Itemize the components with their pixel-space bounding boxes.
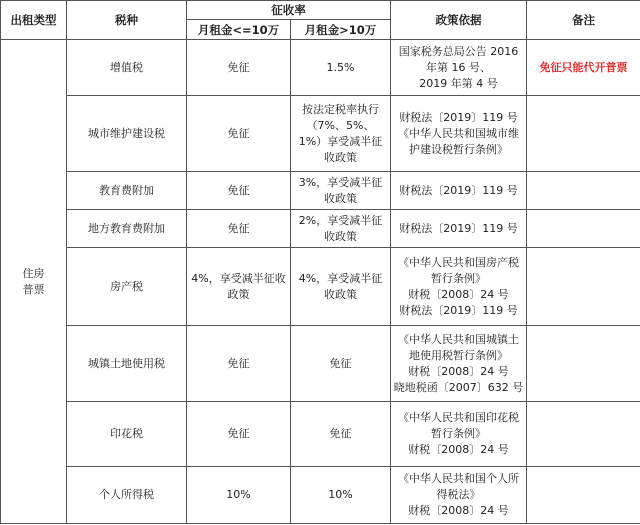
policy-basis-line: 暂行条例》 (431, 427, 486, 440)
remark-cell (527, 402, 640, 467)
policy-basis-line: 得税法》 (436, 488, 481, 501)
rate-high-line: 3%，享受减半征 (298, 175, 383, 189)
policy-basis-line: 护建设税暂行条例》 (409, 142, 508, 156)
rate-high-line: 收政策 (324, 191, 357, 205)
policy-basis-line: 财税法〔2019〕119 号 (399, 221, 518, 235)
rate-high-line: 免征 (329, 356, 352, 370)
rate-low-line: 免征 (227, 427, 250, 440)
header-remarks: 备注 (527, 1, 640, 40)
table-row (1, 172, 640, 210)
table-row (1, 40, 640, 96)
rate-high-cell (291, 210, 391, 248)
remark-cell (527, 210, 640, 248)
rate-high-line: （7%、5%、 (306, 118, 375, 132)
rate-high-line: 收政策 (324, 229, 357, 243)
policy-basis-cell (391, 248, 527, 326)
tax-name-line: 个人所得税 (99, 488, 154, 501)
rate-high-line: 免征 (329, 427, 352, 440)
rate-low-cell (187, 172, 291, 210)
rate-high-cell (291, 326, 391, 402)
rate-high-cell (291, 96, 391, 172)
rate-low-line: 4%，享受减半征收 (191, 271, 286, 285)
tax-name-cell (67, 326, 187, 402)
policy-basis-cell (391, 210, 527, 248)
rate-high-line: 收政策 (324, 150, 357, 164)
rate-low-cell (187, 467, 291, 524)
rate-low-line: 免征 (227, 356, 250, 370)
tax-name-cell (67, 40, 187, 96)
table-row (1, 210, 640, 248)
remark-text: 免征只能代开普票 (539, 60, 628, 74)
policy-basis-cell (391, 96, 527, 172)
tax-name-line: 教育费附加 (99, 183, 154, 197)
policy-basis-cell (391, 467, 527, 524)
rate-high-cell (291, 248, 391, 326)
policy-basis-cell (391, 402, 527, 467)
rate-high-cell (291, 467, 391, 524)
rate-low-cell (187, 40, 291, 96)
policy-basis-line: 财税〔2008〕24 号 (408, 287, 509, 301)
policy-basis-line: 财税法〔2019〕119 号 (399, 110, 518, 124)
header-tax-type: 税种 (67, 1, 187, 40)
rate-high-cell (291, 402, 391, 467)
rate-high-line: 4%，享受减半征 (298, 271, 383, 285)
remark-cell (527, 326, 640, 402)
policy-basis-line: 《中华人民共和国房产税 (398, 255, 519, 269)
tax-name-line: 城市维护建设税 (88, 126, 165, 140)
tax-name-cell (67, 210, 187, 248)
rent-type-line: 住房 (22, 266, 45, 280)
table-row (1, 402, 640, 467)
rate-low-cell (187, 210, 291, 248)
remark-cell (527, 172, 640, 210)
header-policy-basis: 政策依据 (391, 1, 527, 40)
tax-name-cell (67, 96, 187, 172)
policy-basis-line: 2019 年第 4 号 (419, 76, 498, 90)
remark-cell (527, 40, 640, 96)
policy-basis-line: 财税〔2008〕24 号 (408, 443, 509, 456)
policy-basis-line: 《中华人民共和国城镇土 (398, 332, 519, 346)
tax-name-cell (67, 402, 187, 467)
header-rent-type: 出租类型 (1, 1, 67, 40)
rate-high-line: 1.5% (326, 60, 355, 74)
policy-basis-line: 国家税务总局公告 2016 (398, 44, 519, 58)
policy-basis-cell (391, 326, 527, 402)
remark-cell (527, 467, 640, 524)
rate-low-cell (187, 96, 291, 172)
table-row (1, 248, 640, 326)
tax-name-cell (67, 172, 187, 210)
policy-basis-line: 《中华人民共和国个人所 (398, 472, 519, 485)
policy-basis-line: 财税〔2008〕24 号 (408, 364, 509, 378)
tax-name-line: 房产税 (110, 279, 143, 293)
rate-high-line: 按法定税率执行 (302, 102, 379, 116)
header-rate-low: 月租金<=10万 (187, 20, 291, 40)
rate-low-cell (187, 402, 291, 467)
rate-high-line: 1%）享受减半征 (298, 134, 383, 148)
header-rate-high: 月租金>10万 (291, 20, 391, 40)
policy-basis-line: 财税法〔2019〕119 号 (399, 183, 518, 197)
rate-high-line: 10% (328, 488, 353, 501)
policy-basis-line: 地使用税暂行条例》 (409, 348, 508, 362)
remark-cell (527, 96, 640, 172)
table-row (1, 467, 640, 524)
rate-low-line: 免征 (227, 183, 250, 197)
policy-basis-line: 《中华人民共和国印花税 (398, 411, 519, 424)
rate-high-cell (291, 40, 391, 96)
rate-low-cell (187, 326, 291, 402)
remark-cell (527, 248, 640, 326)
rent-type-line: 普票 (22, 282, 45, 296)
tax-name-line: 地方教育费附加 (88, 221, 165, 235)
header-levy-rate: 征收率 (187, 1, 391, 20)
policy-basis-line: 年第 16 号、 (426, 60, 491, 74)
tax-name-line: 印花税 (110, 427, 143, 440)
rate-low-line: 免征 (227, 126, 250, 140)
policy-basis-line: 财税〔2008〕24 号 (408, 504, 509, 517)
rate-low-line: 免征 (227, 60, 250, 74)
rate-low-cell (187, 248, 291, 326)
policy-basis-cell (391, 172, 527, 210)
rate-low-line: 10% (226, 488, 251, 501)
rate-high-cell (291, 172, 391, 210)
policy-basis-line: 暂行条例》 (431, 271, 486, 285)
policy-basis-line: 财税法〔2019〕119 号 (399, 303, 518, 317)
rate-high-line: 2%，享受减半征 (298, 213, 383, 227)
table-row (1, 96, 640, 172)
policy-basis-cell (391, 40, 527, 96)
rent-type-cell (1, 40, 67, 524)
table-row (1, 326, 640, 402)
tax-name-cell (67, 467, 187, 524)
tax-name-line: 增值税 (110, 60, 143, 74)
policy-basis-line: 《中华人民共和国城市维 (398, 126, 519, 140)
rate-low-line: 免征 (227, 221, 250, 235)
policy-basis-line: 晓地税函〔2007〕632 号 (393, 380, 524, 394)
rate-low-line: 政策 (227, 287, 250, 301)
tax-name-cell (67, 248, 187, 326)
rate-high-line: 收政策 (324, 287, 357, 301)
tax-name-line: 城镇土地使用税 (88, 356, 165, 370)
